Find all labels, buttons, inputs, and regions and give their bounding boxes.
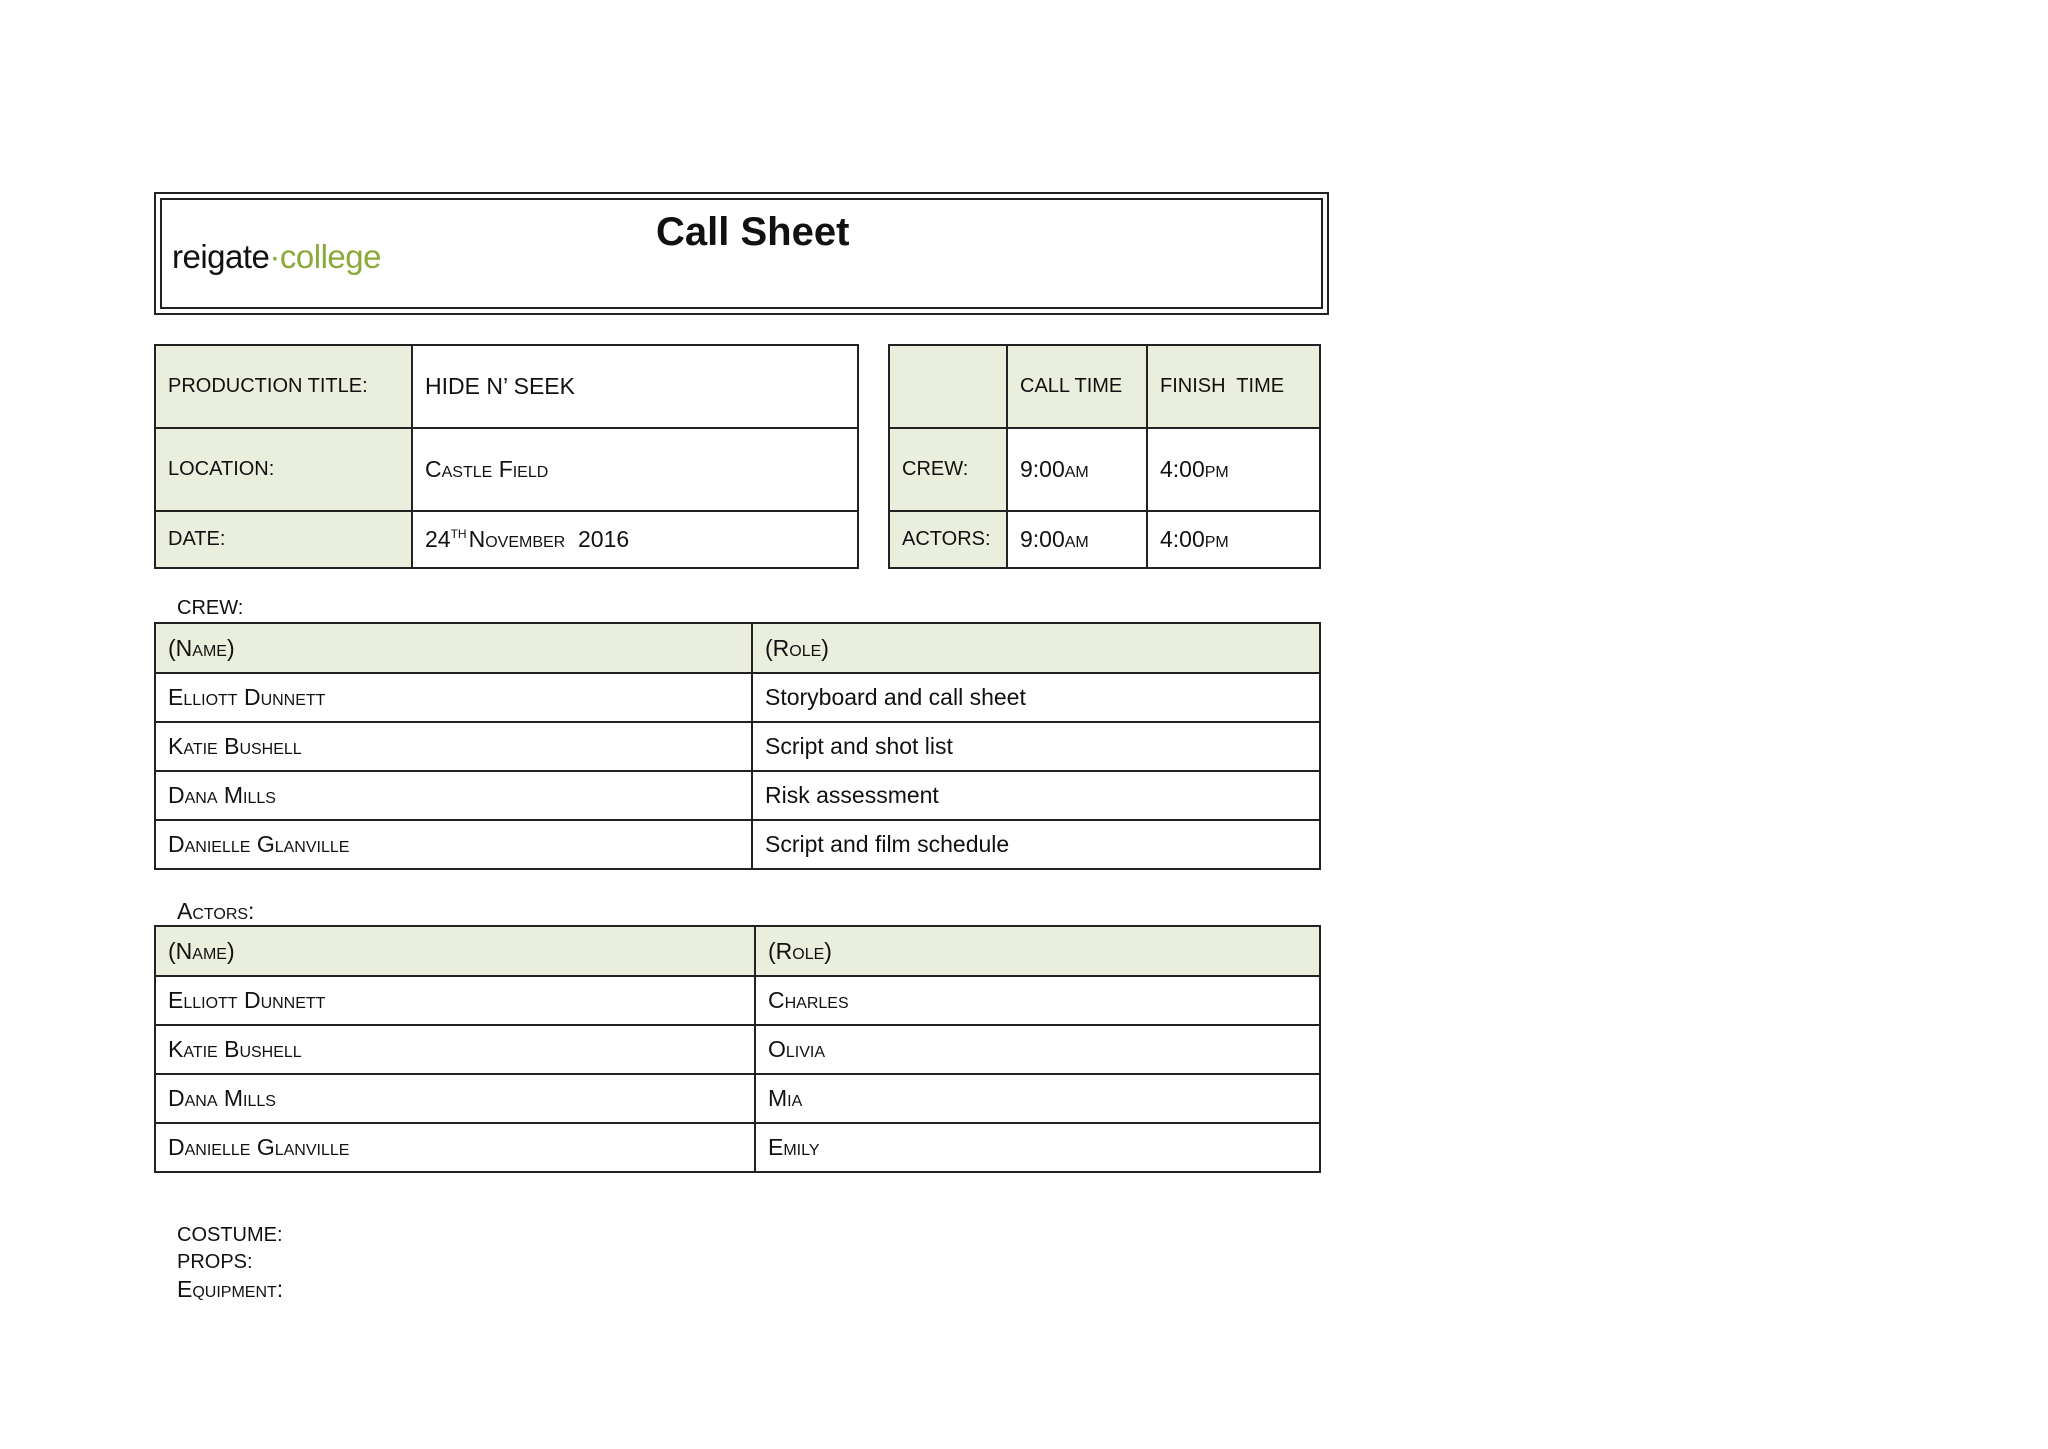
actors-times-label: ACTORS: [889, 511, 1007, 568]
actor-role-cell: Olivia [755, 1025, 1320, 1074]
finish-time-header: FINISH TIME [1147, 345, 1320, 428]
actors-times-row [889, 511, 1320, 568]
actor-name-cell: Danielle Glanville [155, 1123, 755, 1172]
actor-name-cell: Dana Mills [155, 1074, 755, 1123]
actor-role-cell: Charles [755, 976, 1320, 1025]
page-title: Call Sheet [656, 210, 850, 254]
table-row [155, 722, 1320, 771]
crew-header-row [155, 623, 1320, 673]
table-row [155, 1025, 1320, 1074]
location-label: LOCATION: [155, 428, 412, 511]
call-time-header: CALL TIME [1007, 345, 1147, 428]
actors-section-label: Actors: [177, 898, 255, 924]
production-title-label: PRODUCTION TITLE: [155, 345, 412, 428]
table-row [155, 1074, 1320, 1123]
crew-role-cell: Script and shot list [752, 722, 1320, 771]
crew-role-cell: Script and film schedule [752, 820, 1320, 869]
actor-name-cell: Katie Bushell [155, 1025, 755, 1074]
reigate-college-logo [172, 238, 381, 276]
crew-role-cell: Risk assessment [752, 771, 1320, 820]
crew-name-cell: Elliott Dunnett [155, 673, 752, 722]
logo-dot: · [269, 238, 280, 275]
actors-role-header: (Role) [755, 926, 1320, 976]
table-row [155, 673, 1320, 722]
crew-call-time: 9:00am [1007, 428, 1147, 511]
date-day: 24 [425, 526, 451, 552]
crew-section-label: CREW: [177, 597, 244, 619]
actors-header-row [155, 926, 1320, 976]
date-value [412, 511, 858, 568]
crew-name-header: (Name) [155, 623, 752, 673]
table-row [155, 976, 1320, 1025]
date-label: DATE: [155, 511, 412, 568]
crew-finish-time: 4:00pm [1147, 428, 1320, 511]
costume-label: COSTUME: [177, 1224, 283, 1246]
times-corner-cell [889, 345, 1007, 428]
date-suffix: TH [450, 527, 467, 541]
actor-role-cell: Emily [755, 1123, 1320, 1172]
crew-table [154, 622, 1321, 870]
crew-role-header: (Role) [752, 623, 1320, 673]
location-value: Castle Field [412, 428, 858, 511]
date-rest: November 2016 [468, 526, 630, 552]
actor-role-cell: Mia [755, 1074, 1320, 1123]
actors-finish-time: 4:00pm [1147, 511, 1320, 568]
logo-text-reigate: reigate [172, 238, 270, 275]
table-row [155, 1123, 1320, 1172]
table-row [155, 820, 1320, 869]
crew-name-cell: Danielle Glanville [155, 820, 752, 869]
logo-text-college: college [279, 238, 381, 275]
table-row [155, 771, 1320, 820]
actor-name-cell: Elliott Dunnett [155, 976, 755, 1025]
props-label: PROPS: [177, 1251, 253, 1273]
crew-role-cell: Storyboard and call sheet [752, 673, 1320, 722]
actors-call-time: 9:00am [1007, 511, 1147, 568]
crew-name-cell: Dana Mills [155, 771, 752, 820]
header-box [154, 192, 1329, 315]
crew-times-row [889, 428, 1320, 511]
production-title-value: HIDE N’ SEEK [412, 345, 858, 428]
actors-name-header: (Name) [155, 926, 755, 976]
production-info-table [154, 344, 859, 569]
header-inner-border [160, 198, 1323, 309]
crew-name-cell: Katie Bushell [155, 722, 752, 771]
times-table [888, 344, 1321, 569]
equipment-label: Equipment: [177, 1276, 284, 1302]
actors-table [154, 925, 1321, 1173]
crew-times-label: CREW: [889, 428, 1007, 511]
